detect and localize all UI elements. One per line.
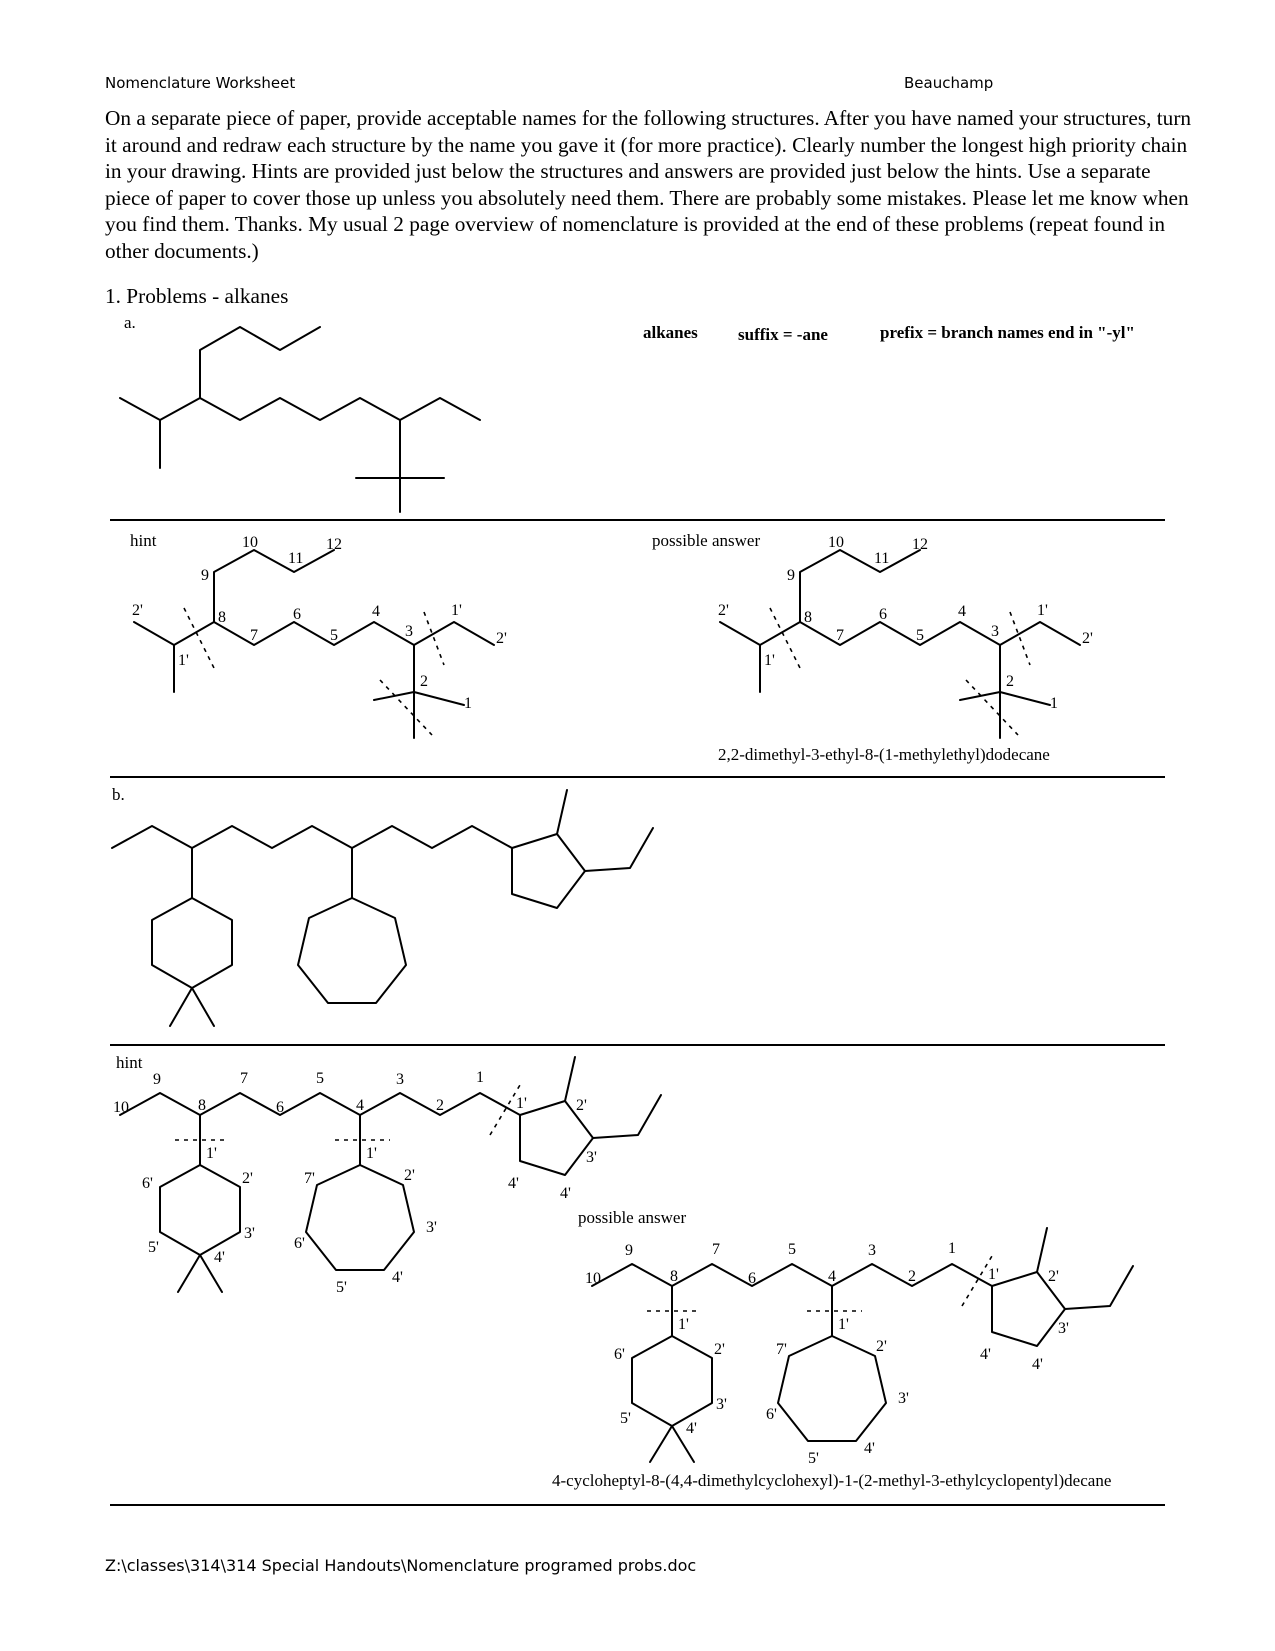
locant-label: 2'	[496, 630, 507, 647]
locant-label: 5	[316, 1070, 324, 1087]
locant-label: 4'	[560, 1185, 571, 1202]
locant-label: 4'	[864, 1440, 875, 1457]
locant-label: 1	[464, 695, 472, 712]
locant-label: 9	[625, 1242, 633, 1259]
locant-label: 1'	[678, 1316, 689, 1333]
structure-b-answer	[592, 1228, 1133, 1462]
locant-label: 3'	[898, 1390, 909, 1407]
locant-label: 2'	[404, 1167, 415, 1184]
locant-label: 7'	[304, 1170, 315, 1187]
locant-label: 1	[1050, 695, 1058, 712]
hint-a-label: hint	[130, 531, 157, 550]
locant-label: 5'	[336, 1279, 347, 1296]
suffix-label: suffix = -ane	[738, 325, 828, 344]
locant-label: 1'	[764, 652, 775, 669]
answer-a-label: possible answer	[652, 531, 761, 550]
locant-label: 11	[874, 550, 890, 567]
locant-label: 12	[912, 536, 928, 553]
locant-label: 6'	[142, 1175, 153, 1192]
locant-label: 4	[372, 603, 380, 620]
prefix-label: prefix = branch names end in "-yl"	[880, 323, 1135, 342]
locant-label: 9	[153, 1071, 161, 1088]
section-title: 1. Problems - alkanes	[105, 284, 289, 308]
locant-label: 8	[218, 609, 226, 626]
file-path-footer: Z:\classes\314\314 Special Handouts\Nomenclature programed probs.doc	[105, 1556, 697, 1575]
locant-label: 7	[836, 627, 844, 644]
hint-b-numbers	[113, 1069, 597, 1296]
locant-label: 3	[396, 1071, 404, 1088]
locant-label: 11	[288, 550, 304, 567]
family-label: alkanes	[643, 323, 698, 342]
locant-label: 1'	[1037, 602, 1048, 619]
locant-label: 5	[330, 627, 338, 644]
worksheet-title: Nomenclature Worksheet	[105, 74, 296, 92]
locant-label: 3'	[716, 1396, 727, 1413]
locant-label: 6'	[766, 1406, 777, 1423]
locant-label: 3'	[244, 1225, 255, 1242]
locant-label: 1	[476, 1069, 484, 1086]
locant-label: 4	[828, 1268, 836, 1285]
locant-label: 2'	[242, 1170, 253, 1187]
locant-label: 3'	[586, 1149, 597, 1166]
locant-label: 10	[242, 534, 258, 551]
locant-label: 2'	[1048, 1268, 1059, 1285]
structure-b-hint	[120, 1057, 661, 1292]
locant-label: 5'	[808, 1450, 819, 1467]
locant-label: 6'	[614, 1346, 625, 1363]
answer-b-numbers	[585, 1240, 1069, 1467]
locant-label: 4	[958, 603, 966, 620]
locant-label: 3'	[426, 1219, 437, 1236]
locant-label: 7'	[776, 1341, 787, 1358]
locant-label: 6	[748, 1270, 756, 1287]
locant-label: 8	[198, 1097, 206, 1114]
locant-label: 1'	[206, 1145, 217, 1162]
locant-label: 4'	[508, 1175, 519, 1192]
locant-label: 9	[201, 567, 209, 584]
locant-label: 8	[804, 609, 812, 626]
author-name: Beauchamp	[904, 74, 994, 92]
locant-label: 1'	[451, 602, 462, 619]
locant-label: 2	[1006, 673, 1014, 690]
locant-label: 4'	[1032, 1356, 1043, 1373]
locant-label: 3'	[1058, 1320, 1069, 1337]
hint-b-label: hint	[116, 1053, 143, 1072]
problem-b-label: b.	[112, 785, 125, 804]
locant-label: 2	[908, 1268, 916, 1285]
locant-label: 12	[326, 536, 342, 553]
locant-label: 4'	[214, 1249, 225, 1266]
locant-label: 7	[712, 1241, 720, 1258]
locant-label: 2'	[718, 602, 729, 619]
locant-label: 10	[113, 1099, 129, 1116]
locant-label: 3	[991, 623, 999, 640]
structure-a-question	[120, 327, 480, 512]
locant-label: 1'	[988, 1266, 999, 1283]
structure-b-question	[112, 790, 653, 1026]
locant-label: 1'	[178, 652, 189, 669]
locant-label: 4'	[980, 1346, 991, 1363]
locant-label: 4'	[686, 1420, 697, 1437]
locant-label: 4	[356, 1097, 364, 1114]
answer-b-label: possible answer	[578, 1208, 687, 1227]
locant-label: 4'	[392, 1269, 403, 1286]
locant-label: 2'	[1082, 630, 1093, 647]
locant-label: 6	[276, 1099, 284, 1116]
locant-label: 3	[868, 1242, 876, 1259]
locant-label: 6'	[294, 1235, 305, 1252]
locant-label: 2'	[132, 602, 143, 619]
locant-label: 2	[436, 1097, 444, 1114]
locant-label: 1	[948, 1240, 956, 1257]
problem-a-label: a.	[124, 313, 136, 332]
locant-label: 2'	[714, 1341, 725, 1358]
locant-label: 5	[788, 1241, 796, 1258]
locant-label: 2'	[876, 1338, 887, 1355]
locant-label: 10	[585, 1270, 601, 1287]
locant-label: 5'	[148, 1239, 159, 1256]
locant-label: 10	[828, 534, 844, 551]
locant-label: 9	[787, 567, 795, 584]
structure-a-hint	[134, 550, 494, 738]
locant-label: 7	[250, 627, 258, 644]
locant-label: 5'	[620, 1410, 631, 1427]
locant-label: 7	[240, 1070, 248, 1087]
locant-label: 2'	[576, 1097, 587, 1114]
locant-label: 3	[405, 623, 413, 640]
locant-label: 1'	[366, 1145, 377, 1162]
answer-b-name: 4-cycloheptyl-8-(4,4-dimethylcyclohexyl)-1-(2-methyl-3-ethylcyclopentyl)decane	[552, 1471, 1112, 1490]
locant-label: 5	[916, 627, 924, 644]
structure-a-answer	[720, 550, 1080, 738]
locant-label: 1'	[838, 1316, 849, 1333]
locant-label: 6	[879, 606, 887, 623]
locant-label: 8	[670, 1268, 678, 1285]
locant-label: 6	[293, 606, 301, 623]
answer-a-name: 2,2-dimethyl-3-ethyl-8-(1-methylethyl)dodecane	[718, 745, 1050, 764]
locant-label: 2	[420, 673, 428, 690]
instructions-paragraph: On a separate piece of paper, provide acceptable names for the following structures. After you have named your structures, turn it around and redraw each structure by the name you gave it (for more practice). Clearly number the longest high priority chain in your drawing. Hints are provided just below the structures and answers are provided just below the hints. Use a separate piece of paper to cover those up unless you absolutely need them. There are probably some mistakes. Please let me know when you find them. Thanks. My usual 2 page overview of nomenclature is provided at the end of these problems (repeat found in other documents.)	[105, 106, 1192, 263]
locant-label: 1'	[516, 1095, 527, 1112]
